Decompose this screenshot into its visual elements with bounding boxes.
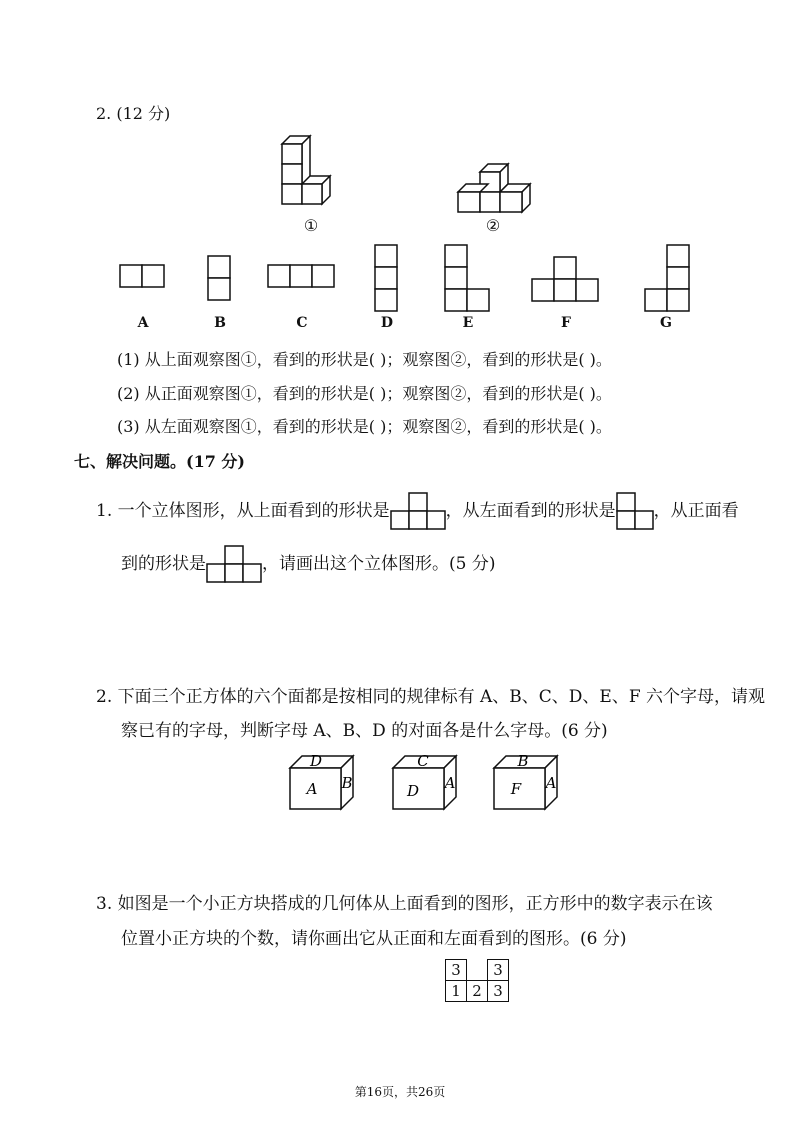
s7-problem-1-line-1 — [96, 492, 739, 530]
option-label-f: F — [561, 315, 571, 331]
cube-1-front: A — [306, 780, 318, 798]
top-view-shape — [390, 492, 446, 530]
option-label-c: C — [296, 315, 308, 331]
option-a-shape — [120, 265, 166, 289]
cube-3-right: A — [545, 774, 557, 792]
problem-2-heading: 2. (12 分) — [96, 104, 171, 123]
figure-1-label: ① — [303, 216, 319, 235]
s7-problem-3-line-1: 3. 如图是一个小正方块搭成的几何体从上面看到的图形，正方形中的数字表示在该 — [96, 894, 713, 914]
question-1: (1) 从上面观察图①，看到的形状是( )；观察图②，看到的形状是( )。 — [117, 350, 612, 369]
s7-p1-text-a: 1. 一个立体图形，从上面看到的形状是 — [96, 501, 390, 521]
figure-2-label: ② — [485, 216, 501, 235]
s7-p1-text-d: 到的形状是 — [121, 554, 206, 574]
cube-1-right: B — [341, 774, 353, 792]
figure-2-cubes — [458, 164, 548, 218]
grid-cell: 3 — [488, 981, 509, 1002]
grid-cell: 3 — [488, 960, 509, 981]
cube-3-front: F — [510, 780, 522, 798]
s7-problem-2-line-1: 2. 下面三个正方体的六个面都是按相同的规律标有 A、B、C、D、E、F 六个字母，请观 — [96, 687, 766, 707]
cube-2-right: A — [444, 774, 456, 792]
left-view-shape — [616, 492, 654, 530]
option-label-d: D — [380, 315, 394, 331]
question-3: (3) 从左面观察图①，看到的形状是( )；观察图②，看到的形状是( )。 — [117, 417, 612, 436]
option-b-shape — [208, 256, 232, 302]
s7-problem-1-line-2 — [121, 545, 495, 583]
option-d-shape — [375, 245, 399, 313]
s7-p1-text-e: ，请画出这个立体图形。(5 分) — [262, 554, 496, 574]
option-label-b: B — [214, 315, 226, 331]
grid-cell: 2 — [467, 981, 488, 1002]
question-2: (2) 从正面观察图①，看到的形状是( )；观察图②，看到的形状是( )。 — [117, 384, 612, 403]
s7-p1-text-c: ，从正面看 — [653, 501, 739, 521]
option-c-shape — [268, 265, 336, 289]
option-e-shape — [445, 245, 491, 313]
cube-1-top: D — [309, 752, 323, 770]
s7-p1-text-b: ，从左面看到的形状是 — [445, 501, 616, 521]
letter-cube-1 — [290, 752, 354, 811]
option-g-shape — [645, 245, 691, 313]
cube-2-top: C — [417, 752, 429, 770]
page-footer: 第16页，共26页 — [354, 1085, 446, 1099]
letter-cube-2 — [393, 752, 457, 811]
top-view-number-grid — [445, 959, 509, 1002]
section-7-heading: 七、解决问题。(17 分) — [74, 452, 245, 471]
option-label-a: A — [137, 315, 149, 331]
grid-cell-empty — [467, 960, 488, 981]
cube-3-top: B — [517, 752, 529, 770]
s7-problem-2-line-2: 察已有的字母，判断字母 A、B、D 的对面各是什么字母。(6 分) — [121, 721, 608, 741]
figure-1-cubes — [282, 136, 352, 218]
option-f-shape — [532, 257, 600, 303]
front-view-shape — [206, 545, 262, 583]
cube-2-front: D — [406, 782, 420, 800]
s7-problem-3-line-2: 位置小正方块的个数，请你画出它从正面和左面看到的图形。(6 分) — [121, 929, 627, 949]
grid-cell: 3 — [446, 960, 467, 981]
option-label-e: E — [462, 315, 474, 331]
option-label-g: G — [660, 315, 672, 331]
grid-cell: 1 — [446, 981, 467, 1002]
letter-cube-3 — [494, 752, 558, 811]
